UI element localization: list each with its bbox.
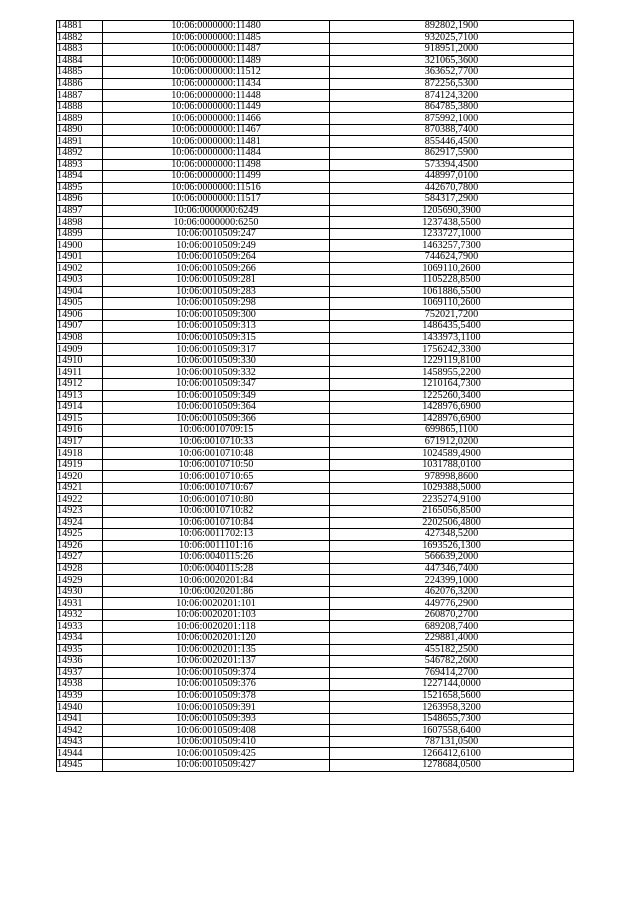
row-number-cell: 14904: [57, 286, 103, 298]
value-cell: 2202506,4800: [330, 517, 574, 529]
cadastral-number-cell: 10:06:0010509:313: [103, 321, 330, 333]
cadastral-number-cell: 10:06:0000000:11448: [103, 90, 330, 102]
value-cell: 892802,1900: [330, 21, 574, 33]
row-number-cell: 14942: [57, 725, 103, 737]
value-cell: 787131,0500: [330, 736, 574, 748]
table-row: [57, 471, 574, 483]
cadastral-number-cell: 10:06:0010509:281: [103, 275, 330, 287]
row-number-cell: 14908: [57, 332, 103, 344]
table-row: [57, 159, 574, 171]
table-row: [57, 563, 574, 575]
cadastral-number-cell: 10:06:0000000:11480: [103, 21, 330, 33]
cadastral-number-cell: 10:06:0000000:6250: [103, 217, 330, 229]
value-cell: 874124,3200: [330, 90, 574, 102]
row-number-cell: 14887: [57, 90, 103, 102]
table-row: [57, 667, 574, 679]
row-number-cell: 14905: [57, 298, 103, 310]
value-cell: 1105228,8500: [330, 275, 574, 287]
cadastral-number-cell: 10:06:0010710:33: [103, 436, 330, 448]
value-cell: 1229119,8100: [330, 355, 574, 367]
value-cell: 1061886,5500: [330, 286, 574, 298]
row-number-cell: 14912: [57, 378, 103, 390]
row-number-cell: 14884: [57, 55, 103, 67]
cadastral-number-cell: 10:06:0010509:378: [103, 690, 330, 702]
row-number-cell: 14882: [57, 32, 103, 44]
data-table: [56, 20, 574, 772]
cadastral-number-cell: 10:06:0010509:349: [103, 390, 330, 402]
row-number-cell: 14898: [57, 217, 103, 229]
table-row: [57, 228, 574, 240]
cadastral-number-cell: 10:06:0000000:11481: [103, 136, 330, 148]
table-row: [57, 263, 574, 275]
table-row: [57, 482, 574, 494]
row-number-cell: 14906: [57, 309, 103, 321]
cadastral-number-cell: 10:06:0010509:366: [103, 413, 330, 425]
table-row: [57, 113, 574, 125]
cadastral-number-cell: 10:06:0010509:247: [103, 228, 330, 240]
table-row: [57, 217, 574, 229]
cadastral-number-cell: 10:06:0000000:11434: [103, 78, 330, 90]
value-cell: 1024589,4900: [330, 448, 574, 460]
value-cell: 1428976,6900: [330, 402, 574, 414]
cadastral-number-cell: 10:06:0010509:315: [103, 332, 330, 344]
cadastral-number-cell: 10:06:0000000:11512: [103, 67, 330, 79]
row-number-cell: 14900: [57, 240, 103, 252]
cadastral-number-cell: 10:06:0010509:391: [103, 702, 330, 714]
table-row: [57, 425, 574, 437]
cadastral-number-cell: 10:06:0010509:427: [103, 760, 330, 772]
table-row: [57, 44, 574, 56]
table-row: [57, 205, 574, 217]
cadastral-number-cell: 10:06:0010509:347: [103, 378, 330, 390]
value-cell: 1069110,2600: [330, 298, 574, 310]
value-cell: 1227144,0000: [330, 679, 574, 691]
value-cell: 769414,2700: [330, 667, 574, 679]
value-cell: 546782,2600: [330, 656, 574, 668]
value-cell: 2165056,8500: [330, 505, 574, 517]
cadastral-number-cell: 10:06:0000000:11484: [103, 148, 330, 160]
cadastral-number-cell: 10:06:0010509:264: [103, 251, 330, 263]
cadastral-number-cell: 10:06:0010509:393: [103, 713, 330, 725]
row-number-cell: 14925: [57, 529, 103, 541]
table-row: [57, 459, 574, 471]
value-cell: 1521658,5600: [330, 690, 574, 702]
table-row: [57, 690, 574, 702]
value-cell: 449776,2900: [330, 598, 574, 610]
cadastral-number-cell: 10:06:0010509:330: [103, 355, 330, 367]
row-number-cell: 14883: [57, 44, 103, 56]
table-row: [57, 448, 574, 460]
table-row: [57, 748, 574, 760]
row-number-cell: 14917: [57, 436, 103, 448]
row-number-cell: 14897: [57, 205, 103, 217]
cadastral-number-cell: 10:06:0010509:283: [103, 286, 330, 298]
table-row: [57, 540, 574, 552]
row-number-cell: 14938: [57, 679, 103, 691]
value-cell: 1233727,1000: [330, 228, 574, 240]
value-cell: 1263958,3200: [330, 702, 574, 714]
table-row: [57, 251, 574, 263]
row-number-cell: 14927: [57, 552, 103, 564]
cadastral-number-cell: 10:06:0010509:364: [103, 402, 330, 414]
cadastral-number-cell: 10:06:0010509:249: [103, 240, 330, 252]
value-cell: 1463257,7300: [330, 240, 574, 252]
row-number-cell: 14914: [57, 402, 103, 414]
table-row: [57, 355, 574, 367]
table-row: [57, 702, 574, 714]
value-cell: 455182,2500: [330, 644, 574, 656]
row-number-cell: 14892: [57, 148, 103, 160]
cadastral-number-cell: 10:06:0010509:266: [103, 263, 330, 275]
row-number-cell: 14893: [57, 159, 103, 171]
value-cell: 932025,7100: [330, 32, 574, 44]
row-number-cell: 14896: [57, 194, 103, 206]
row-number-cell: 14945: [57, 760, 103, 772]
row-number-cell: 14909: [57, 344, 103, 356]
table-row: [57, 101, 574, 113]
row-number-cell: 14922: [57, 494, 103, 506]
cadastral-number-cell: 10:06:0010509:298: [103, 298, 330, 310]
value-cell: 1029388,5000: [330, 482, 574, 494]
cadastral-number-cell: 10:06:0000000:11516: [103, 182, 330, 194]
cadastral-number-cell: 10:06:0020201:86: [103, 586, 330, 598]
value-cell: 260870,2700: [330, 609, 574, 621]
table-row: [57, 136, 574, 148]
table-row: [57, 78, 574, 90]
value-cell: 752021,7200: [330, 309, 574, 321]
table-row: [57, 309, 574, 321]
table-row: [57, 298, 574, 310]
table-row: [57, 552, 574, 564]
table-row: [57, 644, 574, 656]
cadastral-number-cell: 10:06:0010509:300: [103, 309, 330, 321]
table-row: [57, 171, 574, 183]
table-row: [57, 517, 574, 529]
table-row: [57, 32, 574, 44]
value-cell: 229881,4000: [330, 632, 574, 644]
value-cell: 689208,7400: [330, 621, 574, 633]
value-cell: 978998,8600: [330, 471, 574, 483]
cadastral-number-cell: 10:06:0000000:11467: [103, 124, 330, 136]
table-row: [57, 402, 574, 414]
table-row: [57, 67, 574, 79]
table-row: [57, 436, 574, 448]
value-cell: 870388,7400: [330, 124, 574, 136]
row-number-cell: 14931: [57, 598, 103, 610]
row-number-cell: 14939: [57, 690, 103, 702]
cadastral-number-cell: 10:06:0020201:137: [103, 656, 330, 668]
row-number-cell: 14881: [57, 21, 103, 33]
cadastral-number-cell: 10:06:0000000:6249: [103, 205, 330, 217]
table-row: [57, 494, 574, 506]
row-number-cell: 14885: [57, 67, 103, 79]
cadastral-number-cell: 10:06:0010710:50: [103, 459, 330, 471]
row-number-cell: 14886: [57, 78, 103, 90]
value-cell: 566639,2000: [330, 552, 574, 564]
table-row: [57, 344, 574, 356]
row-number-cell: 14919: [57, 459, 103, 471]
value-cell: 1428976,6900: [330, 413, 574, 425]
row-number-cell: 14930: [57, 586, 103, 598]
table-row: [57, 390, 574, 402]
value-cell: 2235274,9100: [330, 494, 574, 506]
table-row: [57, 55, 574, 67]
table-row: [57, 736, 574, 748]
row-number-cell: 14910: [57, 355, 103, 367]
cadastral-number-cell: 10:06:0010509:374: [103, 667, 330, 679]
row-number-cell: 14895: [57, 182, 103, 194]
table-row: [57, 713, 574, 725]
value-cell: 744624,7900: [330, 251, 574, 263]
value-cell: 875992,1000: [330, 113, 574, 125]
cadastral-number-cell: 10:06:0000000:11466: [103, 113, 330, 125]
value-cell: 699865,1100: [330, 425, 574, 437]
table-body: [57, 21, 574, 772]
table-row: [57, 413, 574, 425]
value-cell: 1607558,6400: [330, 725, 574, 737]
cadastral-number-cell: 10:06:0020201:135: [103, 644, 330, 656]
table-row: [57, 725, 574, 737]
table-row: [57, 21, 574, 33]
cadastral-number-cell: 10:06:0020201:118: [103, 621, 330, 633]
table-row: [57, 148, 574, 160]
value-cell: 224399,1000: [330, 575, 574, 587]
cadastral-number-cell: 10:06:0010509:410: [103, 736, 330, 748]
table-row: [57, 367, 574, 379]
value-cell: 1205690,3900: [330, 205, 574, 217]
cadastral-number-cell: 10:06:0000000:11498: [103, 159, 330, 171]
cadastral-number-cell: 10:06:0040115:28: [103, 563, 330, 575]
row-number-cell: 14934: [57, 632, 103, 644]
cadastral-number-cell: 10:06:0010509:317: [103, 344, 330, 356]
row-number-cell: 14901: [57, 251, 103, 263]
value-cell: 1693526,1300: [330, 540, 574, 552]
row-number-cell: 14888: [57, 101, 103, 113]
row-number-cell: 14891: [57, 136, 103, 148]
row-number-cell: 14889: [57, 113, 103, 125]
row-number-cell: 14943: [57, 736, 103, 748]
cadastral-number-cell: 10:06:0010710:48: [103, 448, 330, 460]
row-number-cell: 14923: [57, 505, 103, 517]
table-row: [57, 621, 574, 633]
value-cell: 442670,7800: [330, 182, 574, 194]
row-number-cell: 14933: [57, 621, 103, 633]
cadastral-number-cell: 10:06:0010710:82: [103, 505, 330, 517]
cadastral-number-cell: 10:06:0010509:376: [103, 679, 330, 691]
cadastral-number-cell: 10:06:0000000:11449: [103, 101, 330, 113]
table-row: [57, 275, 574, 287]
value-cell: 872256,5300: [330, 78, 574, 90]
cadastral-number-cell: 10:06:0010710:67: [103, 482, 330, 494]
value-cell: 855446,4500: [330, 136, 574, 148]
cadastral-number-cell: 10:06:0010710:84: [103, 517, 330, 529]
row-number-cell: 14899: [57, 228, 103, 240]
cadastral-number-cell: 10:06:0000000:11487: [103, 44, 330, 56]
value-cell: 447346,7400: [330, 563, 574, 575]
cadastral-number-cell: 10:06:0011101:16: [103, 540, 330, 552]
value-cell: 1069110,2600: [330, 263, 574, 275]
cadastral-number-cell: 10:06:0010509:332: [103, 367, 330, 379]
cadastral-number-cell: 10:06:0010509:408: [103, 725, 330, 737]
table-row: [57, 182, 574, 194]
row-number-cell: 14913: [57, 390, 103, 402]
cadastral-number-cell: 10:06:0010710:80: [103, 494, 330, 506]
value-cell: 1756242,3300: [330, 344, 574, 356]
table-row: [57, 90, 574, 102]
row-number-cell: 14926: [57, 540, 103, 552]
value-cell: 321065,3600: [330, 55, 574, 67]
value-cell: 584317,2900: [330, 194, 574, 206]
value-cell: 1225260,3400: [330, 390, 574, 402]
row-number-cell: 14918: [57, 448, 103, 460]
cadastral-number-cell: 10:06:0011702:13: [103, 529, 330, 541]
value-cell: 1486435,5400: [330, 321, 574, 333]
row-number-cell: 14937: [57, 667, 103, 679]
row-number-cell: 14890: [57, 124, 103, 136]
row-number-cell: 14920: [57, 471, 103, 483]
row-number-cell: 14940: [57, 702, 103, 714]
table-row: [57, 378, 574, 390]
value-cell: 1266412,6100: [330, 748, 574, 760]
value-cell: 1433973,1100: [330, 332, 574, 344]
row-number-cell: 14924: [57, 517, 103, 529]
row-number-cell: 14936: [57, 656, 103, 668]
row-number-cell: 14935: [57, 644, 103, 656]
value-cell: 462076,3200: [330, 586, 574, 598]
value-cell: 1210164,7300: [330, 378, 574, 390]
cadastral-number-cell: 10:06:0010509:425: [103, 748, 330, 760]
value-cell: 448997,0100: [330, 171, 574, 183]
table-row: [57, 332, 574, 344]
cadastral-number-cell: 10:06:0000000:11517: [103, 194, 330, 206]
value-cell: 918951,2000: [330, 44, 574, 56]
cadastral-number-cell: 10:06:0020201:120: [103, 632, 330, 644]
value-cell: 1278684,0500: [330, 760, 574, 772]
value-cell: 862917,5900: [330, 148, 574, 160]
row-number-cell: 14915: [57, 413, 103, 425]
cadastral-number-cell: 10:06:0020201:84: [103, 575, 330, 587]
row-number-cell: 14902: [57, 263, 103, 275]
row-number-cell: 14929: [57, 575, 103, 587]
cadastral-number-cell: 10:06:0010710:65: [103, 471, 330, 483]
row-number-cell: 14932: [57, 609, 103, 621]
table-row: [57, 632, 574, 644]
cadastral-number-cell: 10:06:0020201:101: [103, 598, 330, 610]
table-row: [57, 529, 574, 541]
row-number-cell: 14907: [57, 321, 103, 333]
row-number-cell: 14903: [57, 275, 103, 287]
row-number-cell: 14941: [57, 713, 103, 725]
value-cell: 864785,3800: [330, 101, 574, 113]
cadastral-number-cell: 10:06:0010709:15: [103, 425, 330, 437]
table-row: [57, 575, 574, 587]
table-row: [57, 586, 574, 598]
cadastral-number-cell: 10:06:0000000:11499: [103, 171, 330, 183]
table-row: [57, 240, 574, 252]
value-cell: 573394,4500: [330, 159, 574, 171]
cadastral-number-cell: 10:06:0000000:11485: [103, 32, 330, 44]
table-row: [57, 124, 574, 136]
value-cell: 1031788,0100: [330, 459, 574, 471]
row-number-cell: 14894: [57, 171, 103, 183]
cadastral-number-cell: 10:06:0040115:26: [103, 552, 330, 564]
value-cell: 363652,7700: [330, 67, 574, 79]
cadastral-number-cell: 10:06:0000000:11489: [103, 55, 330, 67]
value-cell: 427348,5200: [330, 529, 574, 541]
table-row: [57, 194, 574, 206]
row-number-cell: 14916: [57, 425, 103, 437]
table-row: [57, 598, 574, 610]
value-cell: 1458955,2200: [330, 367, 574, 379]
row-number-cell: 14911: [57, 367, 103, 379]
value-cell: 1237438,5500: [330, 217, 574, 229]
value-cell: 671912,0200: [330, 436, 574, 448]
table-row: [57, 505, 574, 517]
table-row: [57, 656, 574, 668]
row-number-cell: 14921: [57, 482, 103, 494]
table-row: [57, 609, 574, 621]
table-row: [57, 679, 574, 691]
row-number-cell: 14944: [57, 748, 103, 760]
table-row: [57, 760, 574, 772]
value-cell: 1548655,7300: [330, 713, 574, 725]
table-row: [57, 321, 574, 333]
row-number-cell: 14928: [57, 563, 103, 575]
table-row: [57, 286, 574, 298]
cadastral-number-cell: 10:06:0020201:103: [103, 609, 330, 621]
